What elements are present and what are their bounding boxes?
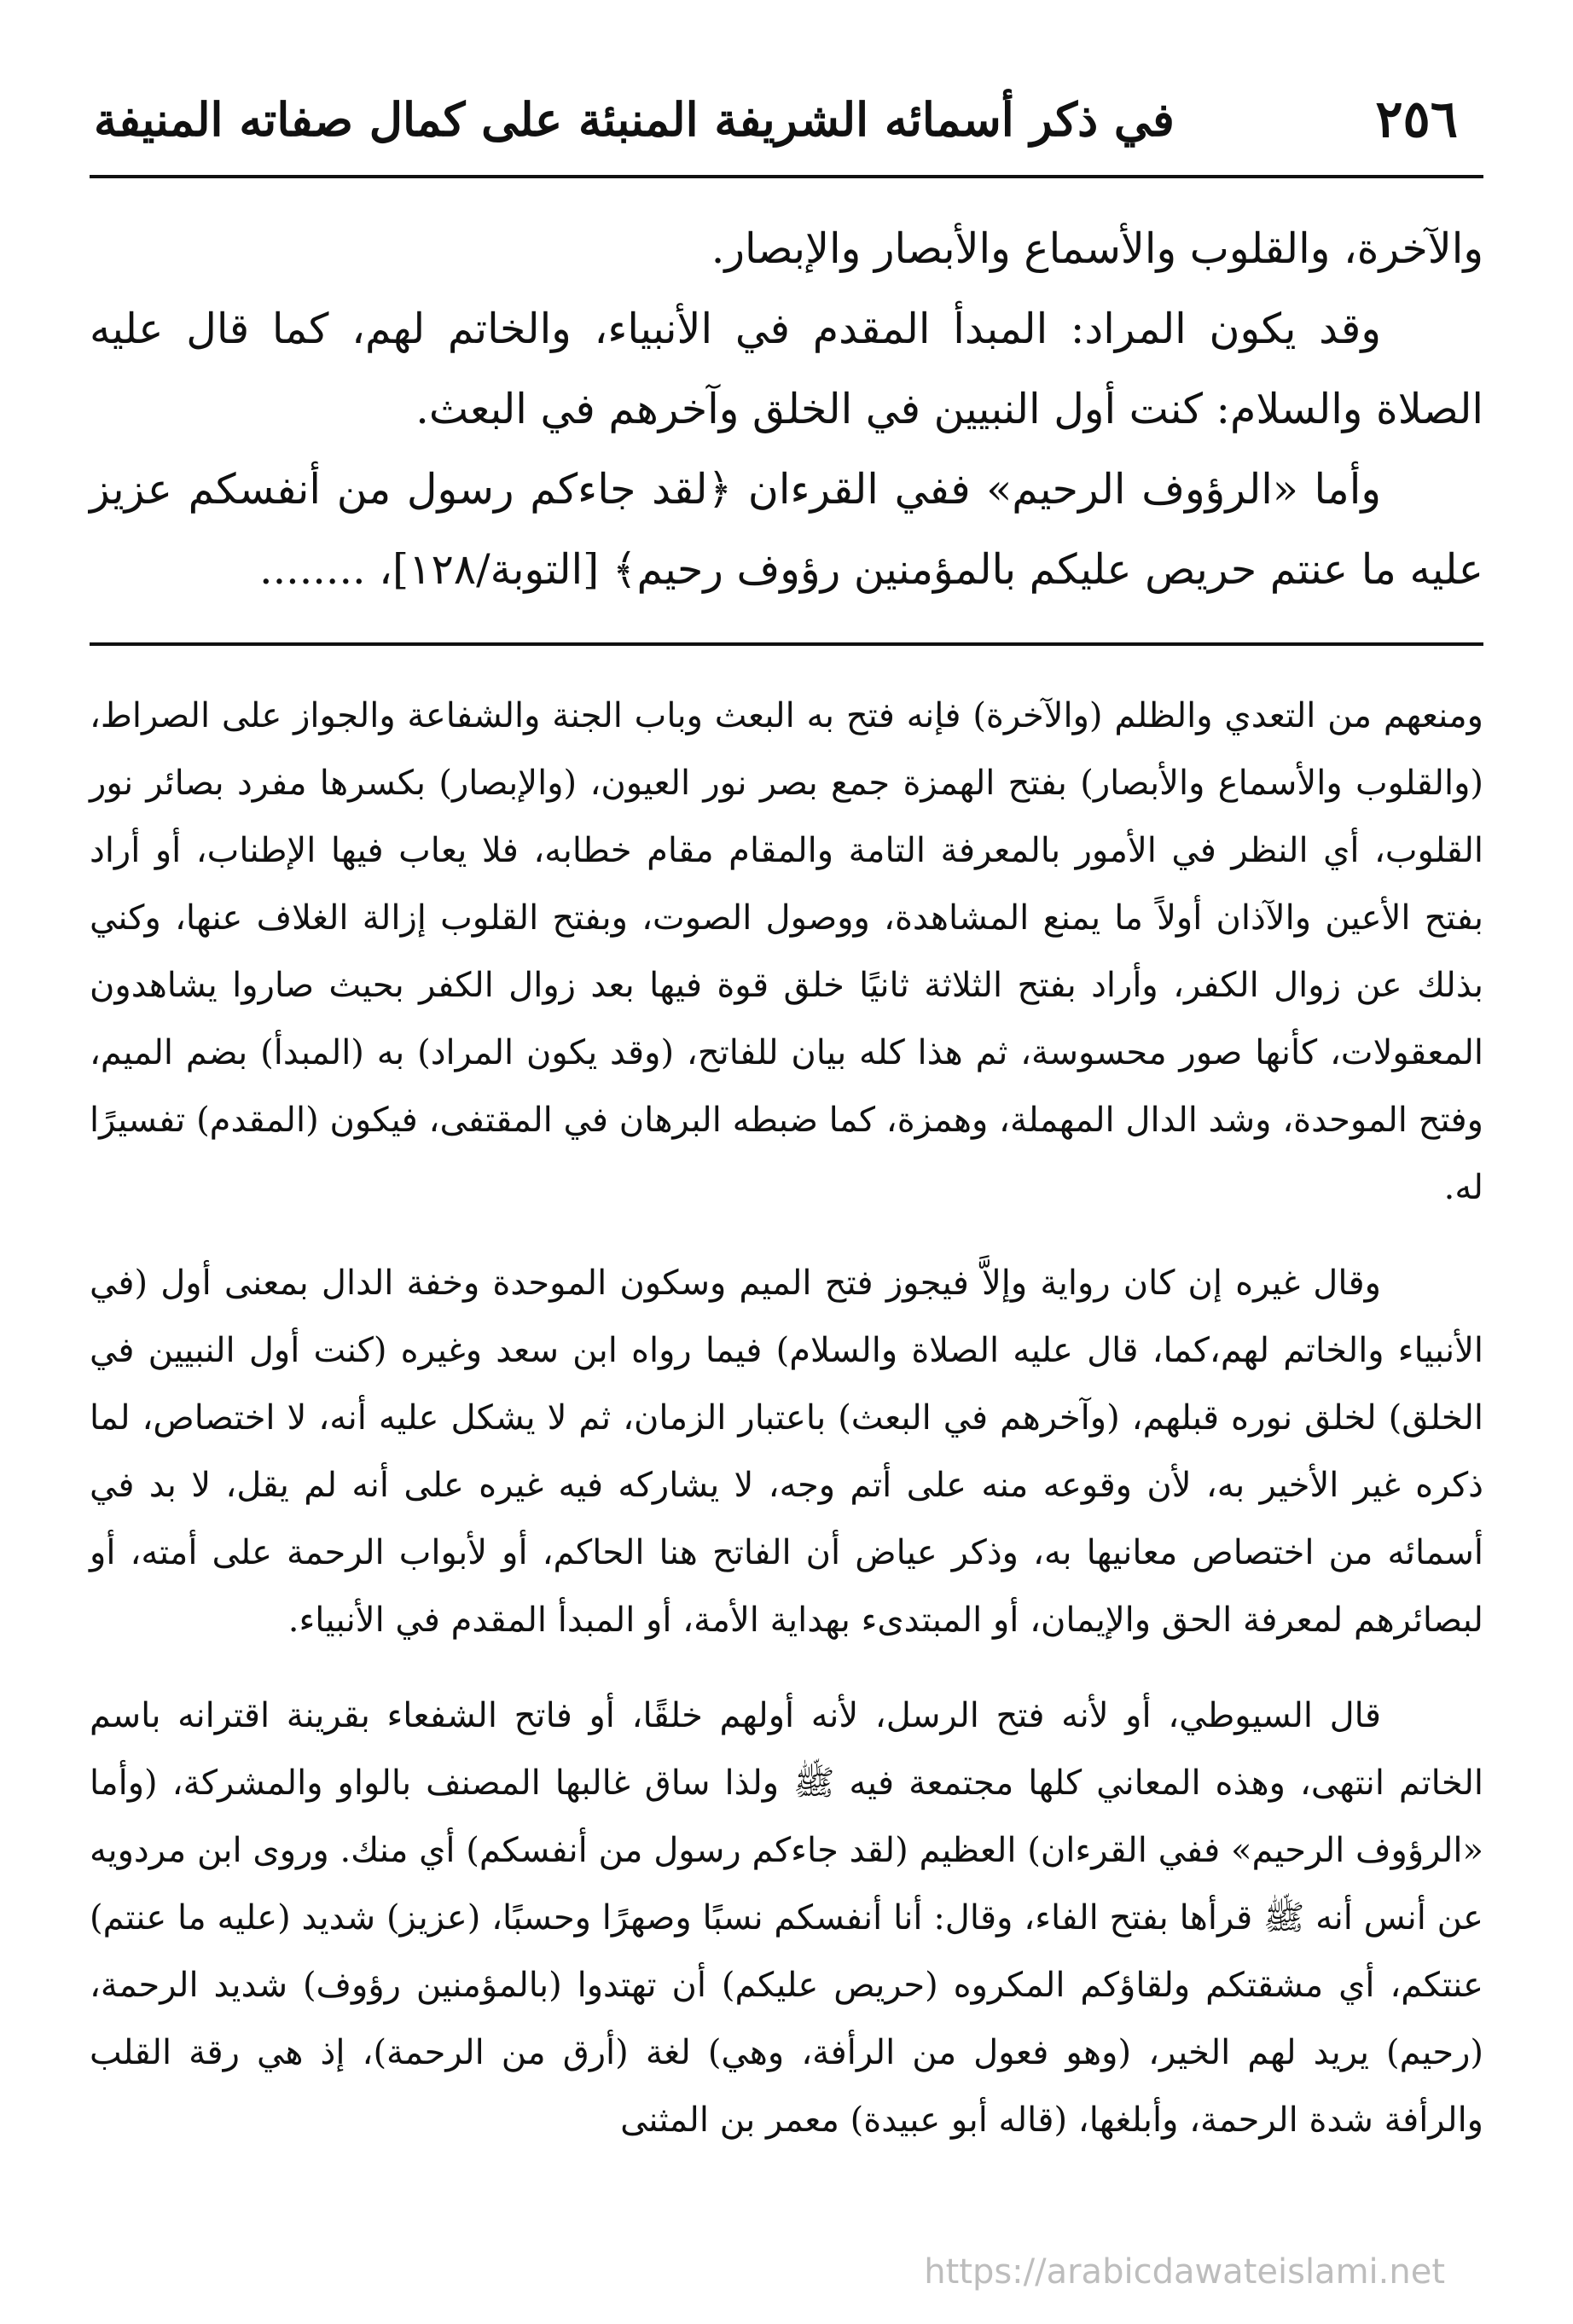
main-text xyxy=(90,209,1483,610)
commentary-paragraph: ومنعهم من التعدي والظلم (والآخرة) فإنه فتح به البعث وباب الجنة والشفاعة والجواز على الصراط، (والقلوب والأسماع والأبصار) بفتح الهمزة جمع بصر نور العيون، (والإبصار) بكسرها مفرد بصائر نور القلوب، أي النظر في الأمور بالمعرفة التامة والمقام مقام خطابه، فلا يعاب فيها الإطناب، أو أراد بفتح الأعين والآذان أولاً ما يمنع المشاهدة، ووصول الصوت، وبفتح القلوب إزالة الغلاف عنها، وكني بذلك عن زوال الكفر، وأراد بفتح الثلاثة ثانيًا خلق قوة فيها بعد زوال الكفر بحيث صاروا يشاهدون المعقولات، كأنها صور محسوسة، ثم هذا كله بيان للفاتح، (وقد يكون المراد) به (المبدأ) بضم الميم، وفتح الموحدة، وشد الدال المهملة، وهمزة، كما ضبطه البرهان في المقتفى، فيكون (المقدم) تفسيرًا له. xyxy=(90,696,1484,1207)
header-rule xyxy=(90,175,1483,178)
main-paragraph: وقد يكون المراد: المبدأ المقدم في الأنبياء، والخاتم لهم، كما قال عليه الصلاة والسلام: كنت أول النبيين في الخلق وآخرهم في البعث. xyxy=(90,305,1483,433)
page-number: ٢٥٦ xyxy=(1375,90,1458,149)
watermark-url: https://arabicdawateislami.net xyxy=(924,2252,1445,2292)
section-divider-rule xyxy=(90,642,1483,646)
commentary-paragraph: وقال غيره إن كان رواية وإلاَّ فيجوز فتح الميم وسكون الموحدة وخفة الدال بمعنى أول (في الأنبياء والخاتم لهم،كما، قال عليه الصلاة والسلام) فيما رواه ابن سعد وغيره (كنت أول النبيين في الخلق) لخلق نوره قبلهم، (وآخرهم في البعث) باعتبار الزمان، ثم لا يشكل عليه أنه، لا اختصاص، لما ذكره غير الأخير به، لأن وقوعه منه على أتم وجه، لا يشاركه فيه غيره على أنه لم يقل، لا بد في أسمائه من اختصاص معانيها به، وذكر عياض أن الفاتح هنا الحاكم، أو لأبواب الرحمة على أمته، أو لبصائرهم لمعرفة الحق والإيمان، أو المبتدىء بهداية الأمة، أو المبدأ المقدم في الأنبياء. xyxy=(90,1264,1483,1640)
main-paragraph: والآخرة، والقلوب والأسماع والأبصار والإبصار. xyxy=(711,224,1483,273)
running-title: في ذكر أسمائه الشريفة المنبئة على كمال صفاته المنيفة xyxy=(94,92,1175,147)
main-paragraph: وأما «الرؤوف الرحيم» ففي القرءان ﴿لقد جاءكم رسول من أنفسكم عزيز عليه ما عنتم حريص عليكم بالمؤمنين رؤوف رحيم﴾ [التوبة/١٢٨]، ........ xyxy=(90,465,1483,594)
commentary-text xyxy=(90,683,1483,2182)
commentary-paragraph: قال السيوطي، أو لأنه فتح الرسل، لأنه أولهم خلقًا، أو فاتح الشفعاء بقرينة اقترانه باسم الخاتم انتهى، وهذه المعاني كلها مجتمعة فيه ﷺ ولذا ساق غالبها المصنف بالواو والمشركة، (وأما «الرؤوف الرحيم» ففي القرءان) العظيم (لقد جاءكم رسول من أنفسكم) أي منك. وروى ابن مردويه عن أنس أنه ﷺ قرأها بفتح الفاء، وقال: أنا أنفسكم نسبًا وصهرًا وحسبًا، (عزيز) شديد (عليه ما عنتم) عنتكم، أي مشقتكم ولقاؤكم المكروه (حريص عليكم) أن تهتدوا (بالمؤمنين رؤوف) شديد الرحمة، (رحيم) يريد لهم الخير، (وهو فعول من الرأفة، وهي) لغة (أرق من الرحمة)، إذ هي رقة القلب والرأفة شدة الرحمة، وأبلغها، (قاله أبو عبيدة) معمر بن المثنى xyxy=(90,1696,1483,2140)
page-header xyxy=(90,81,1483,158)
